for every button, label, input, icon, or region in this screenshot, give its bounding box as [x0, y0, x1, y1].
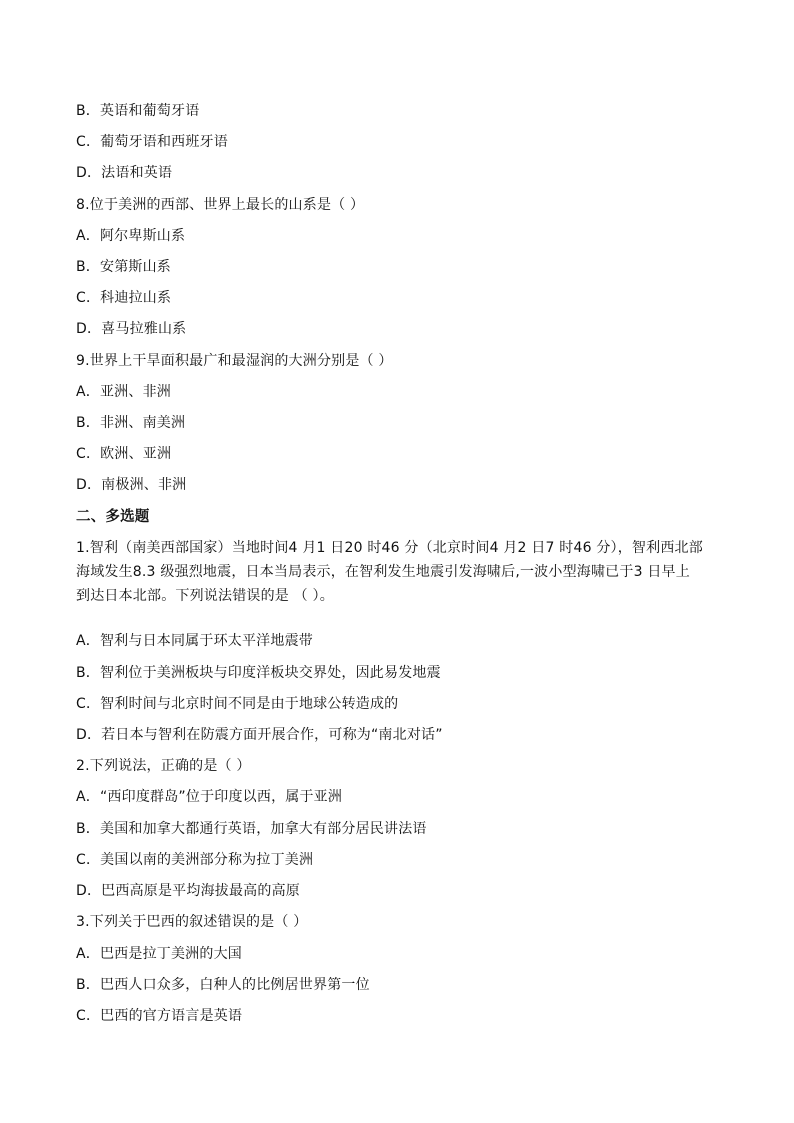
mq1-option-c: C．智利时间与北京时间不同是由于地球公转造成的 [76, 696, 399, 712]
q9-option-a: A．亚洲、非洲 [76, 384, 171, 400]
mq2-option-c: C．美国以南的美洲部分称为拉丁美洲 [76, 852, 314, 868]
multi-question-2: 2.下列说法，正确的是（ ） [76, 758, 251, 774]
option-c-portuguese-spanish: C．葡萄牙语和西班牙语 [76, 134, 228, 150]
q8-option-d: D．喜马拉雅山系 [76, 321, 187, 337]
multi-question-1-line: 到达日本北部。下列说法错误的是 （ ）。 [76, 588, 334, 604]
option-d-french-english: D．法语和英语 [76, 165, 173, 181]
mq3-option-b: B．巴西人口众多，白种人的比例居世界第一位 [76, 977, 370, 993]
q9-option-c: C．欧洲、亚洲 [76, 446, 172, 462]
question-8: 8.位于美洲的西部、世界上最长的山系是（ ） [76, 197, 365, 213]
option-b-english-portuguese: B．英语和葡萄牙语 [76, 103, 200, 119]
mq3-option-a: A．巴西是拉丁美洲的大国 [76, 946, 242, 962]
q8-option-a: A．阿尔卑斯山系 [76, 228, 186, 244]
q9-option-b: B．非洲、南美洲 [76, 415, 186, 431]
mq2-option-b: B．美国和加拿大都通行英语，加拿大有部分居民讲法语 [76, 821, 427, 837]
question-9: 9.世界上干旱面积最广和最湿润的大洲分别是（ ） [76, 353, 393, 369]
q9-option-d: D．南极洲、非洲 [76, 477, 187, 493]
q8-option-c: C．科迪拉山系 [76, 290, 172, 306]
multi-question-1-line: 1.智利（南美西部国家）当地时间4 月1 日20 时46 分（北京时间4 月2 日7 时46 分），智利西北部 [76, 540, 703, 556]
multi-question-3: 3.下列关于巴西的叙述错误的是（ ） [76, 914, 308, 930]
mq3-option-c: C．巴西的官方语言是英语 [76, 1008, 243, 1024]
mq2-option-d: D．巴西高原是平均海拔最高的高原 [76, 883, 300, 899]
multi-question-1 [76, 538, 722, 610]
mq1-option-b: B．智利位于美洲板块与印度洋板块交界处，因此易发地震 [76, 665, 441, 681]
q8-option-b: B．安第斯山系 [76, 259, 172, 275]
mq1-option-d: D．若日本与智利在防震方面开展合作，可称为“南北对话” [76, 727, 443, 743]
mq1-option-a: A．智利与日本同属于环太平洋地震带 [76, 633, 313, 649]
mq2-option-a: A．“西印度群岛”位于印度以西，属于亚洲 [76, 789, 343, 805]
section-heading: 二、多选题 [76, 509, 150, 525]
multi-question-1-line: 海域发生8.3 级强烈地震，日本当局表示，在智利发生地震引发海啸后,一波小型海啸已于3 日早上 [76, 564, 690, 580]
